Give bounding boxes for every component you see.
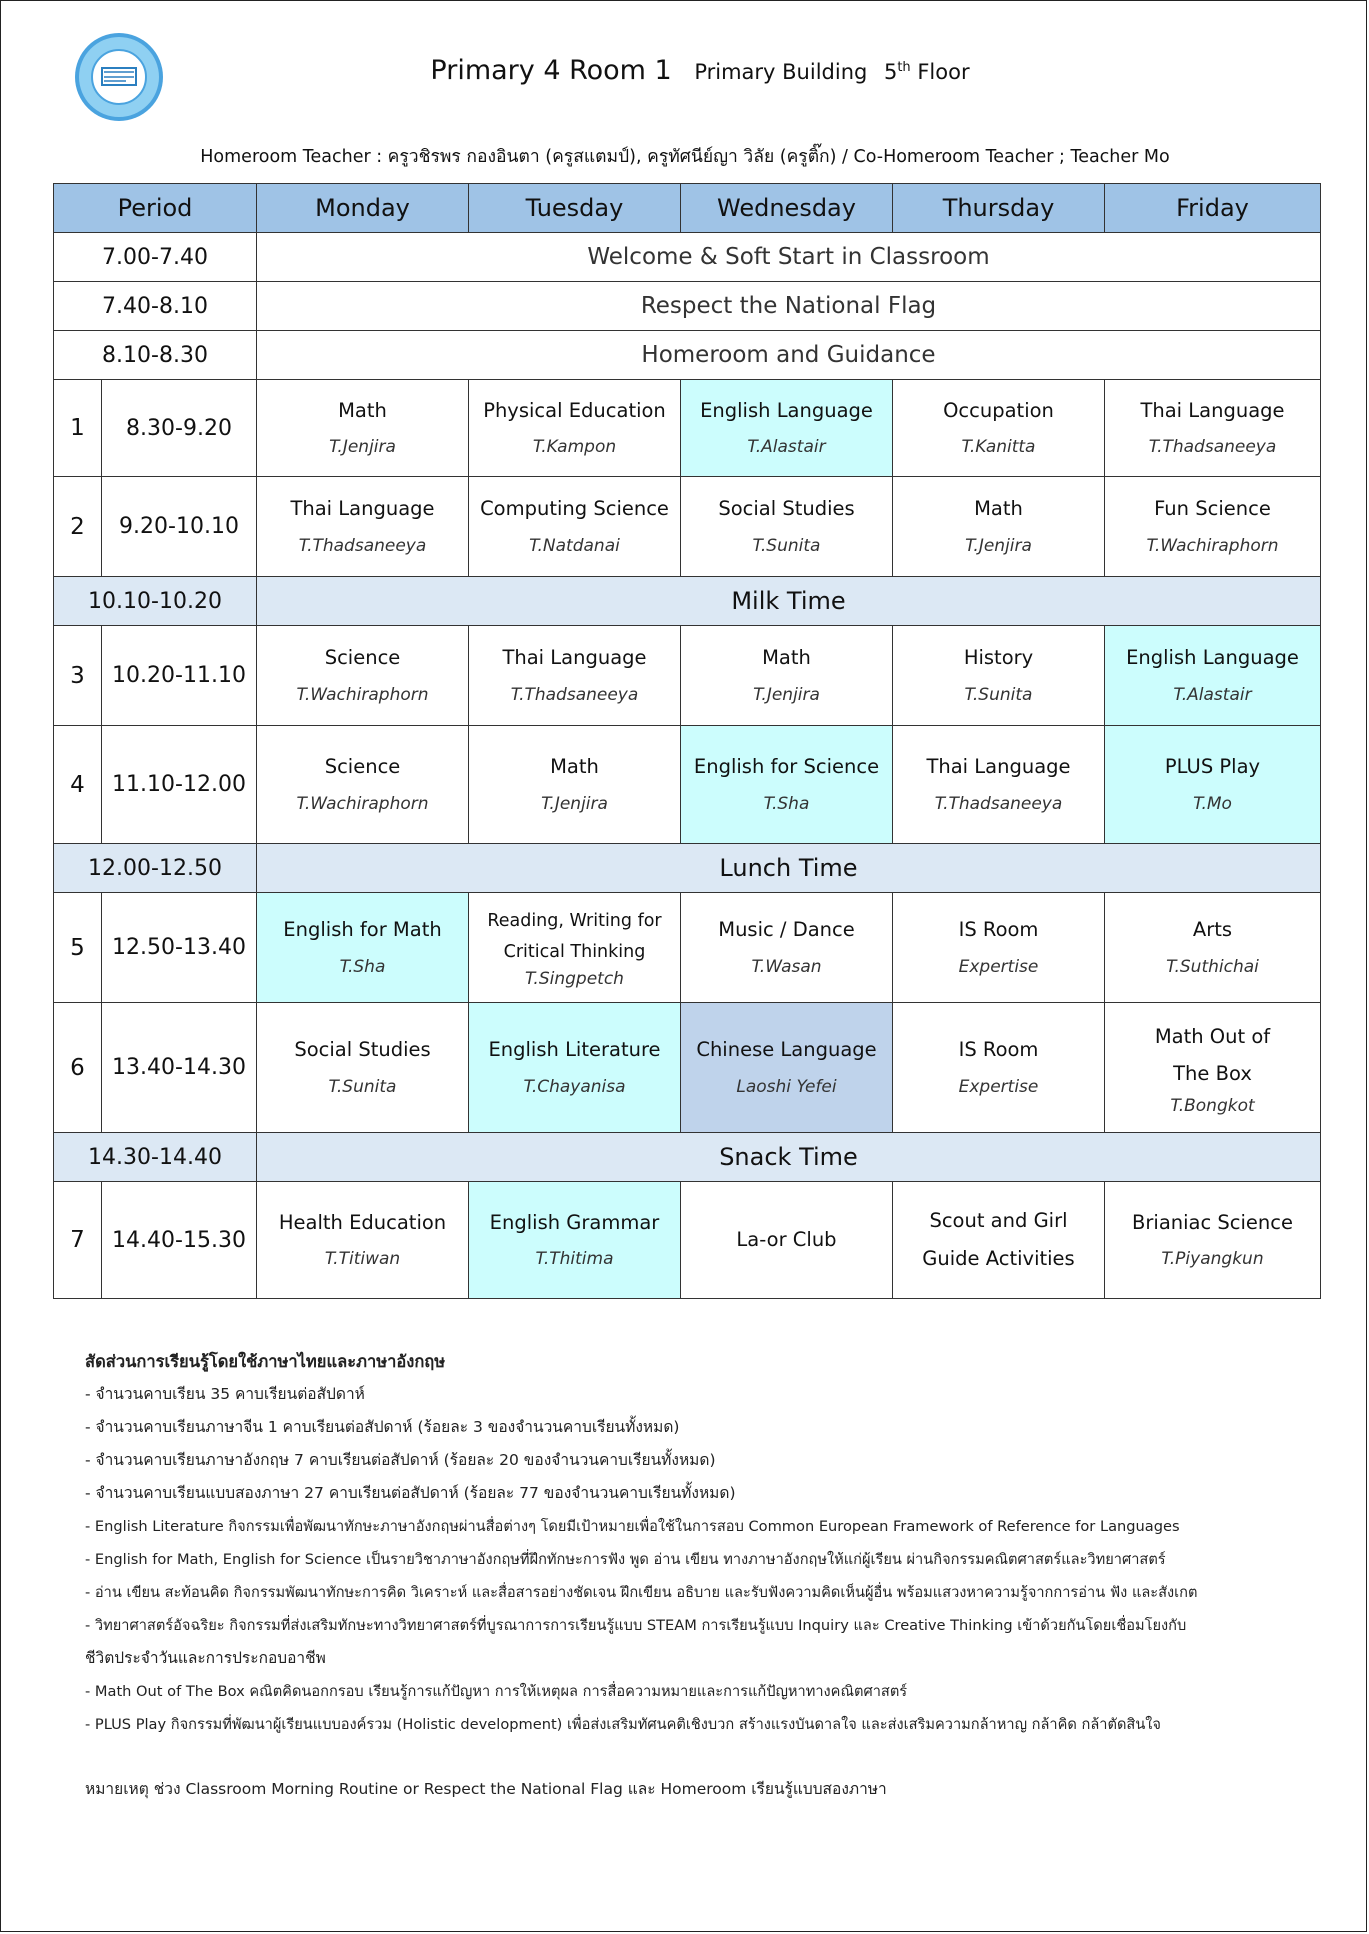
header-row [54, 184, 1321, 233]
daily-time: 7.40-8.10 [54, 282, 257, 331]
teacher: T.Thadsaneeya [510, 684, 639, 705]
teacher: T.Alastair [747, 437, 826, 458]
teacher: T.Thadsaneeya [934, 793, 1063, 814]
title-building: Primary Building [694, 60, 868, 84]
period-time: 11.10-12.00 [102, 726, 257, 844]
period-time: 12.50-13.40 [102, 893, 257, 1003]
period-row [54, 1182, 1321, 1299]
period-time: 8.30-9.20 [102, 380, 257, 477]
teacher: T.Kampon [532, 437, 617, 458]
teacher: T.Thadsaneeya [1148, 437, 1277, 458]
note-line: - Math Out of The Box คณิตคิดนอกกรอบ เรียนรู้การแก้ปัญหา การให้เหตุผล การสื่อความหมายและการแก้ปัญหาทางคณิตศาสตร์ [85, 1683, 908, 1700]
daily-time: 7.00-7.40 [54, 233, 257, 282]
note-line: ชีวิตประจำวันและการประกอบอาชีพ [85, 1649, 326, 1667]
class-cell [257, 626, 469, 726]
break-row [54, 844, 1321, 893]
class-cell [1105, 726, 1321, 844]
subject: Social Studies [294, 1038, 431, 1062]
teacher: T.Suthichai [1166, 956, 1259, 977]
teacher: T.Thadsaneeya [298, 535, 427, 556]
subject: Math [762, 646, 811, 670]
daily-row [54, 282, 1321, 331]
subject: Math [550, 755, 599, 779]
school-logo [74, 32, 164, 122]
teacher: T.Piyangkun [1161, 1249, 1264, 1270]
break-time: 10.10-10.20 [54, 577, 257, 626]
title-floor-sup: th [897, 60, 911, 75]
class-cell [469, 477, 681, 577]
teacher: T.Singpetch [525, 969, 624, 990]
class-cell [469, 626, 681, 726]
daily-activity: Homeroom and Guidance [257, 331, 1321, 380]
class-cell [681, 1003, 893, 1133]
class-cell [681, 626, 893, 726]
teacher: T.Wasan [751, 956, 822, 977]
title-floor-word: Floor [917, 60, 970, 84]
note-line: - อ่าน เขียน สะท้อนคิด กิจกรรมพัฒนาทักษะการคิด วิเคราะห์ และสื่อสารอย่างชัดเจน ฝึกเขียน อธิบาย และรับฟังความคิดเห็นผู้อื่น พร้อมแสวงหาความรู้จากการอ่าน ฟัง และสังเกต [85, 1584, 1198, 1601]
class-cell [469, 1003, 681, 1133]
subject: PLUS Play [1164, 755, 1261, 779]
class-cell [469, 893, 681, 1003]
subject: Thai Language [1140, 398, 1285, 422]
notes-remark: หมายเหตุ ช่วง Classroom Morning Routine or Respect the National Flag และ Homeroom เรียนรู้แบบสองภาษา [85, 1780, 887, 1798]
daily-activity: Welcome & Soft Start in Classroom [257, 233, 1321, 282]
subject: Math [974, 497, 1023, 521]
subject: Chinese Language [696, 1038, 877, 1062]
teacher: T.Jenjira [541, 793, 608, 814]
teacher: T.Jenjira [329, 437, 396, 458]
subject: Thai Language [926, 755, 1071, 779]
teacher: T.Wachiraphorn [296, 684, 429, 705]
note-line: - PLUS Play กิจกรรมที่พัฒนาผู้เรียนแบบองค์รวม (Holistic development) เพื่อส่งเสริมทัศนคติเชิงบวก สร้างแรงบันดาลใจ และส่งเสริมความกล้าหาญ กล้าคิด กล้าตัดสินใจ [85, 1716, 1161, 1733]
teacher: T.Bongkot [1170, 1095, 1255, 1116]
period-row [54, 380, 1321, 477]
subject: Scout and Girl Guide Activities [922, 1208, 1075, 1270]
teacher: T.Sha [763, 793, 810, 814]
class-cell [681, 477, 893, 577]
period-number: 7 [54, 1182, 102, 1299]
subject: English Literature [488, 1038, 661, 1062]
teacher: T.Kanitta [961, 437, 1036, 458]
title-floor [884, 60, 970, 84]
daily-row [54, 331, 1321, 380]
title-class: Primary 4 Room 1 [430, 55, 672, 86]
subject: Math Out of The Box [1154, 1025, 1271, 1085]
header-tuesday: Tuesday [469, 184, 681, 233]
teacher: T.Chayanisa [523, 1076, 626, 1097]
teacher: T.Sha [339, 956, 386, 977]
subject: English for Math [283, 918, 442, 942]
period-number: 1 [54, 380, 102, 477]
teacher: T.Sunita [328, 1076, 397, 1097]
page-title [200, 55, 1200, 86]
header-monday: Monday [257, 184, 469, 233]
subject: Math [338, 398, 387, 422]
period-number: 6 [54, 1003, 102, 1133]
subject: English Language [1126, 646, 1299, 670]
teacher: T.Mo [1193, 793, 1232, 814]
class-cell [1105, 893, 1321, 1003]
header-thursday: Thursday [893, 184, 1105, 233]
period-time: 14.40-15.30 [102, 1182, 257, 1299]
subject: Arts [1192, 918, 1233, 942]
class-cell [257, 477, 469, 577]
period-time: 9.20-10.10 [102, 477, 257, 577]
period-number: 2 [54, 477, 102, 577]
subject: Thai Language [290, 497, 435, 521]
subject: IS Room [958, 918, 1039, 942]
note-line: - จำนวนคาบเรียน 35 คาบเรียนต่อสัปดาห์ [85, 1385, 365, 1403]
teacher: T.Thitima [535, 1249, 614, 1270]
class-cell [257, 1003, 469, 1133]
class-cell [257, 893, 469, 1003]
teacher: T.Wachiraphorn [296, 793, 429, 814]
class-cell [469, 1182, 681, 1299]
break-label: Milk Time [257, 577, 1321, 626]
teacher: T.Jenjira [753, 684, 820, 705]
teacher: Laoshi Yefei [736, 1076, 837, 1097]
break-time: 14.30-14.40 [54, 1133, 257, 1182]
note-line: - English Literature กิจกรรมเพื่อพัฒนาทักษะภาษาอังกฤษผ่านสื่อต่างๆ โดยมีเป้าหมายเพื่อใช้ในการสอบ Common European Framework of Reference for Languages [85, 1518, 1180, 1535]
break-row [54, 577, 1321, 626]
class-cell [257, 1182, 469, 1299]
subject: English Grammar [489, 1210, 660, 1234]
period-time: 13.40-14.30 [102, 1003, 257, 1133]
class-cell [1105, 626, 1321, 726]
teacher: T.Alastair [1173, 684, 1252, 705]
note-line: - จำนวนคาบเรียนแบบสองภาษา 27 คาบเรียนต่อสัปดาห์ (ร้อยละ 77 ของจำนวนคาบเรียนทั้งหมด) [85, 1484, 736, 1502]
subject: Thai Language [502, 646, 647, 670]
class-cell [893, 380, 1105, 477]
homeroom-teacher-line: Homeroom Teacher : ครูวชิรพร กองอินตา (ครูสแตมป์), ครูทัศนีย์ญา วิลัย (ครูติ๊ก) / Co-Homeroom Teacher ; Teacher Mo [200, 147, 1170, 167]
note-line: - English for Math, English for Science เป็นรายวิชาภาษาอังกฤษที่ฝึกทักษะการฟัง พูด อ่าน เขียน ทางภาษาอังกฤษให้แก่ผู้เรียน ผ่านกิจกรรมคณิตศาสตร์และวิทยาศาสตร์ [85, 1551, 1166, 1568]
teacher: Expertise [958, 956, 1039, 977]
period-time: 10.20-11.10 [102, 626, 257, 726]
notes-heading: สัดส่วนการเรียนรู้โดยใช้ภาษาไทยและภาษาอังกฤษ [85, 1352, 446, 1371]
notes-section [85, 1345, 1325, 1806]
class-cell [1105, 1003, 1321, 1133]
class-cell [469, 380, 681, 477]
note-line: - จำนวนคาบเรียนภาษาอังกฤษ 7 คาบเรียนต่อสัปดาห์ (ร้อยละ 20 ของจำนวนคาบเรียนทั้งหมด) [85, 1451, 716, 1469]
subject: Brianiac Science [1132, 1210, 1293, 1234]
teacher: T.Natdanai [529, 535, 620, 556]
subject: Physical Education [483, 398, 666, 422]
daily-activity: Respect the National Flag [257, 282, 1321, 331]
period-row [54, 477, 1321, 577]
class-cell [681, 380, 893, 477]
class-cell [893, 893, 1105, 1003]
subject: La-or Club [736, 1227, 837, 1251]
header-period: Period [54, 184, 257, 233]
period-row [54, 726, 1321, 844]
note-line: - จำนวนคาบเรียนภาษาจีน 1 คาบเรียนต่อสัปดาห์ (ร้อยละ 3 ของจำนวนคาบเรียนทั้งหมด) [85, 1418, 680, 1436]
teacher: T.Jenjira [965, 535, 1032, 556]
subject: Science [324, 755, 401, 779]
header-friday: Friday [1105, 184, 1321, 233]
daily-row [54, 233, 1321, 282]
period-number: 5 [54, 893, 102, 1003]
break-time: 12.00-12.50 [54, 844, 257, 893]
class-cell [257, 380, 469, 477]
daily-time: 8.10-8.30 [54, 331, 257, 380]
teacher: T.Sunita [964, 684, 1033, 705]
subject: Music / Dance [718, 918, 855, 942]
subject: English for Science [693, 755, 880, 779]
class-cell [681, 726, 893, 844]
subject: Occupation [943, 398, 1054, 422]
subject: Social Studies [718, 497, 855, 521]
timetable [53, 183, 1321, 1299]
subject: English Language [700, 398, 873, 422]
period-row [54, 626, 1321, 726]
class-cell [1105, 1182, 1321, 1299]
subject: Health Education [278, 1210, 447, 1234]
teacher: T.Titiwan [324, 1249, 401, 1270]
subject: Fun Science [1154, 497, 1271, 521]
class-cell [469, 726, 681, 844]
break-row [54, 1133, 1321, 1182]
note-line: - วิทยาศาสตร์อัจฉริยะ กิจกรรมที่ส่งเสริมทักษะทางวิทยาศาสตร์ที่บูรณาการการเรียนรู้แบบ STEAM การเรียนรู้แบบ Inquiry และ Creative Thinking เข้าด้วยกันโดยเชื่อมโยงกับ [85, 1617, 1187, 1634]
class-cell [257, 726, 469, 844]
class-cell [893, 626, 1105, 726]
break-label: Snack Time [257, 1133, 1321, 1182]
class-cell [1105, 477, 1321, 577]
subject: IS Room [958, 1038, 1039, 1062]
subject: Science [324, 646, 401, 670]
class-cell [893, 726, 1105, 844]
class-cell [681, 1182, 893, 1299]
period-number: 4 [54, 726, 102, 844]
teacher: T.Wachiraphorn [1146, 535, 1279, 556]
teacher: T.Sunita [752, 535, 821, 556]
period-row [54, 1003, 1321, 1133]
class-cell [893, 1003, 1105, 1133]
title-floor-num: 5 [883, 60, 898, 84]
subject: Computing Science [480, 497, 669, 521]
teacher: Expertise [958, 1076, 1039, 1097]
class-cell [681, 893, 893, 1003]
subject: History [963, 646, 1034, 670]
subject: Reading, Writing for Critical Thinking [487, 910, 662, 962]
class-cell [1105, 380, 1321, 477]
class-cell [893, 1182, 1105, 1299]
class-cell [893, 477, 1105, 577]
period-number: 3 [54, 626, 102, 726]
break-label: Lunch Time [257, 844, 1321, 893]
period-row [54, 893, 1321, 1003]
header-wednesday: Wednesday [681, 184, 893, 233]
